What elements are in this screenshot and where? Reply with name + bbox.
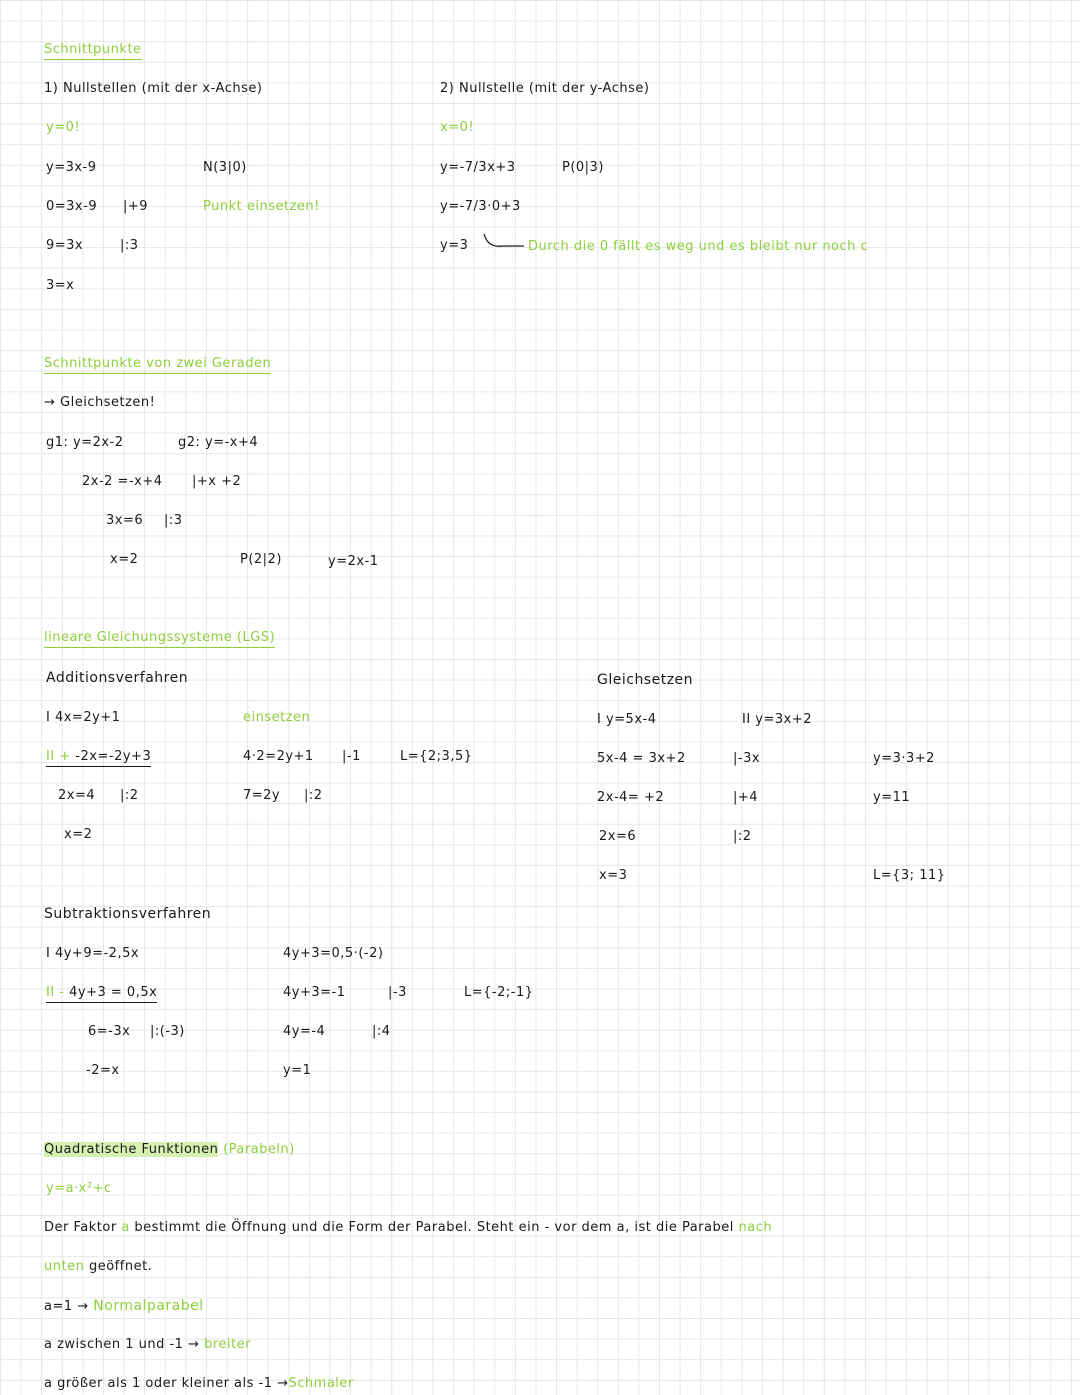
formula: y=a·x²+c xyxy=(46,1181,112,1196)
equation-I: I 4x=2y+1 xyxy=(46,710,121,725)
equation-II: II y=3x+2 xyxy=(742,712,813,727)
gleichsetzen-title: Gleichsetzen xyxy=(597,672,694,688)
equation: 5x-4 = 3x+2 xyxy=(597,751,686,766)
text-faktor: Der Faktor xyxy=(44,1220,117,1235)
operation: |:2 xyxy=(733,829,752,844)
curved-arrow-icon xyxy=(482,230,526,252)
operator-minus: II - xyxy=(46,985,65,1000)
nullstelle-y-heading: 2) Nullstelle (mit der y-Achse) xyxy=(440,81,650,96)
equation: y=3 xyxy=(440,238,469,253)
solution-set: L={2;3,5} xyxy=(400,749,473,764)
additionsverfahren-title: Additionsverfahren xyxy=(46,670,189,686)
equation: y=11 xyxy=(873,790,911,805)
text-line-3 xyxy=(44,1298,204,1315)
equation: 2x=4 xyxy=(58,788,96,803)
equation: 2x-2 =-x+4 xyxy=(82,474,163,489)
equation: y=3x-9 xyxy=(46,160,97,175)
equation: y=2x-1 xyxy=(328,554,379,569)
equation: x=3 xyxy=(599,868,628,883)
equation-II-text: 4y+3 = 0,5x xyxy=(69,985,158,1000)
operation: |:2 xyxy=(304,788,323,803)
text-line-5 xyxy=(44,1376,354,1392)
text-unten: unten xyxy=(44,1259,85,1274)
einsetzen-title: einsetzen xyxy=(243,710,311,725)
equation: -2=x xyxy=(86,1063,120,1078)
section-title-lgs: lineare Gleichungssysteme (LGS) xyxy=(44,630,275,648)
equation-II xyxy=(46,749,151,767)
operation: |:2 xyxy=(120,788,139,803)
text-schmaler: Schmaler xyxy=(288,1376,354,1391)
point-p: P(0|3) xyxy=(562,160,604,175)
equation-II-text: -2x=-2y+3 xyxy=(75,749,152,764)
text-line-1 xyxy=(44,1220,772,1236)
text-breiter: breiter xyxy=(204,1337,251,1352)
equation: y=-7/3x+3 xyxy=(440,160,516,175)
quadratische-title: Quadratische Funktionen xyxy=(44,1142,219,1157)
text-nach: nach xyxy=(738,1220,773,1235)
equation: 4y+3=-1 xyxy=(283,985,346,1000)
solution-set: L={-2;-1} xyxy=(464,985,534,1000)
text-geoeffnet: geöffnet. xyxy=(88,1259,153,1274)
section-title-zwei-geraden: Schnittpunkte von zwei Geraden xyxy=(44,356,271,374)
text-a: a xyxy=(121,1220,130,1235)
equation: x=2 xyxy=(64,827,93,842)
condition-x0: x=0! xyxy=(440,120,475,135)
equation: y=3·3+2 xyxy=(873,751,935,766)
equation: 6=-3x xyxy=(88,1024,131,1039)
section-title-quadratische xyxy=(44,1142,295,1158)
equation-I: I 4y+9=-2,5x xyxy=(46,946,140,961)
equation: y=-7/3·0+3 xyxy=(440,199,521,214)
equation: 0=3x-9 xyxy=(46,199,98,214)
operation: |:3 xyxy=(164,513,183,528)
text-normalparabel: Normalparabel xyxy=(93,1298,204,1314)
equation: x=2 xyxy=(110,552,139,567)
section-title-schnittpunkte: Schnittpunkte xyxy=(44,42,142,60)
text-a1: a=1 → xyxy=(44,1299,89,1314)
point-n: N(3|0) xyxy=(203,160,247,175)
equation: 3x=6 xyxy=(106,513,144,528)
operation: |-3x xyxy=(733,751,761,766)
text-line-2 xyxy=(44,1259,152,1275)
equation: 4·2=2y+1 xyxy=(243,749,314,764)
equation: y=1 xyxy=(283,1063,312,1078)
operation: |-1 xyxy=(342,749,361,764)
equation-II xyxy=(46,985,157,1003)
equation: 4y+3=0,5·(-2) xyxy=(283,946,384,961)
text-line-4 xyxy=(44,1337,251,1353)
line-g2: g2: y=-x+4 xyxy=(178,435,259,450)
operation: |:4 xyxy=(372,1024,391,1039)
equation: 9=3x xyxy=(46,238,84,253)
operation: |+9 xyxy=(123,199,149,214)
quadratische-title-paren: (Parabeln) xyxy=(223,1142,295,1157)
text-groesser: a größer als 1 oder kleiner als -1 → xyxy=(44,1376,289,1391)
note-constant: Durch die 0 fällt es weg und es bleibt nur noch c xyxy=(528,239,869,254)
note-punkt-einsetzen: Punkt einsetzen! xyxy=(203,199,320,214)
equation-I: I y=5x-4 xyxy=(597,712,657,727)
solution-set: L={3; 11} xyxy=(873,868,946,883)
text-description: bestimmt die Öffnung und die Form der Parabel. Steht ein - vor dem a, ist die Parabel xyxy=(134,1220,734,1235)
operator-plus: II + xyxy=(46,749,71,764)
equation: 2x-4= +2 xyxy=(597,790,665,805)
text-zwischen: a zwischen 1 und -1 → xyxy=(44,1337,200,1352)
nullstellen-x-heading: 1) Nullstellen (mit der x-Achse) xyxy=(44,81,263,96)
subtraktionsverfahren-title: Subtraktionsverfahren xyxy=(44,906,212,922)
point-p: P(2|2) xyxy=(240,552,282,567)
operation: |-3 xyxy=(388,985,407,1000)
gleichsetzen-hint: → Gleichsetzen! xyxy=(44,395,156,410)
condition-y0: y=0! xyxy=(46,120,81,135)
equation: 4y=-4 xyxy=(283,1024,326,1039)
operation: |:3 xyxy=(120,238,139,253)
equation: 2x=6 xyxy=(599,829,637,844)
equation: 3=x xyxy=(46,278,75,293)
operation: |+4 xyxy=(733,790,759,805)
operation: |+x +2 xyxy=(192,474,242,489)
line-g1: g1: y=2x-2 xyxy=(46,435,124,450)
equation: 7=2y xyxy=(243,788,281,803)
operation: |:(-3) xyxy=(150,1024,185,1039)
